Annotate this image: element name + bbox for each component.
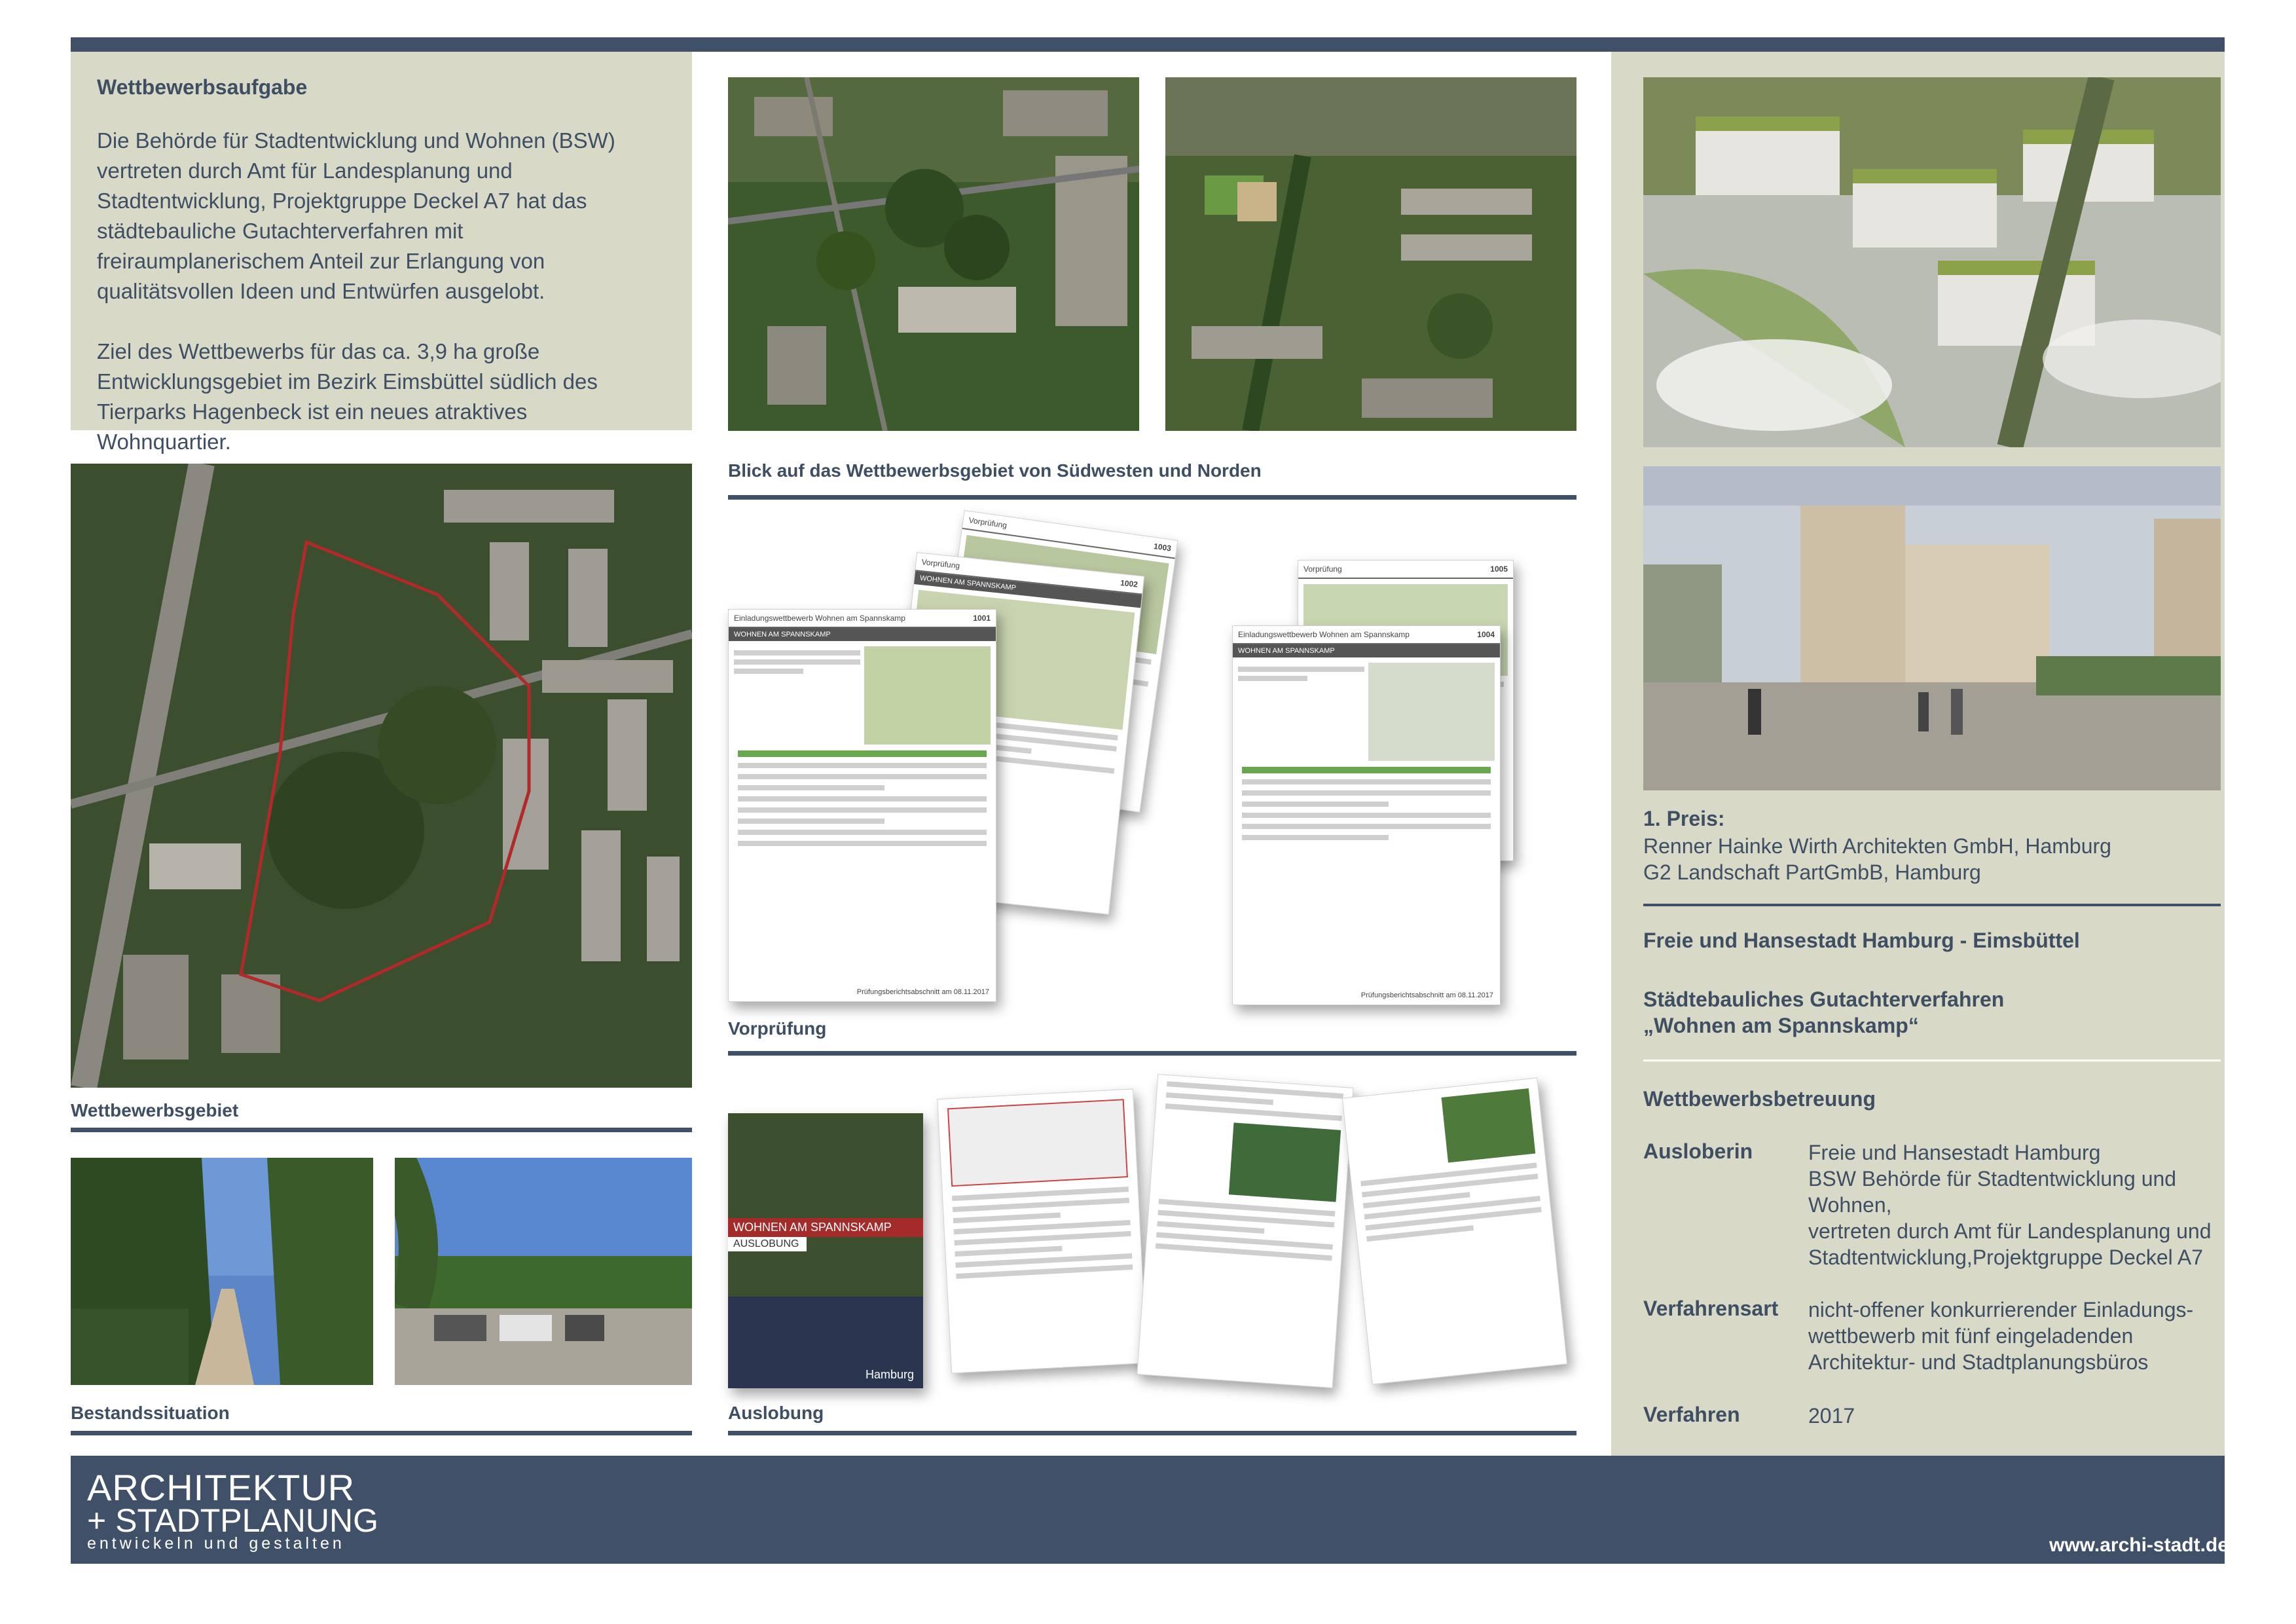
dl-value-verfahren: [1808, 1403, 2221, 1429]
dl-value-ausloberin: [1808, 1139, 2221, 1270]
dl-value-line: BSW Behörde für Stadtentwicklung und: [1808, 1167, 2177, 1190]
auslobung-page-2: [1137, 1074, 1353, 1388]
top-bar: [71, 37, 2225, 52]
aerial-photo-southwest: [728, 77, 1139, 431]
doc-number: 1004: [1477, 630, 1495, 639]
dl-value-line: Wohnen,: [1808, 1193, 1892, 1217]
rule-auslobung: [728, 1431, 1576, 1435]
auslobung-collage: [728, 1074, 1576, 1401]
rule-vorpruefung: [728, 1051, 1576, 1056]
rule-procedure: [1643, 1060, 2221, 1061]
caption-auslobung: Auslobung: [728, 1403, 824, 1423]
logo-tagline: entwickeln und gestalten: [87, 1534, 345, 1553]
doc-header-label: Vorprüfung: [968, 515, 1008, 530]
rule-prize: [1643, 904, 2221, 906]
bestand-photo-parking: [395, 1158, 692, 1385]
vorpruefung-page-1004: [1232, 625, 1501, 1005]
dl-value-line: 2017: [1808, 1404, 1855, 1428]
rule-bestand: [71, 1431, 692, 1435]
task-box: [71, 52, 692, 454]
rule-site: [71, 1128, 692, 1132]
procedure-name-line-2: „Wohnen am Spannskamp“: [1643, 1014, 1919, 1037]
doc-footer: Prüfungsberichtsabschnitt am 08.11.2017: [1360, 991, 1493, 999]
bestand-photo-path: [71, 1158, 373, 1385]
caption-bestand: Bestandssituation: [71, 1403, 230, 1423]
doc-header-label: Vorprüfung: [920, 557, 960, 571]
doc-number: 1001: [973, 614, 991, 623]
doc-plan-image: [1368, 663, 1495, 761]
doc-footer: Prüfungsberichtsabschnitt am 08.11.2017: [856, 988, 989, 996]
aerial-photo-north: [1165, 77, 1576, 431]
render-street-view: [1643, 466, 2221, 790]
prize-title: 1. Preis:: [1643, 807, 1725, 830]
dl-value-line: wettbewerb mit fünf eingeladenden: [1808, 1324, 2134, 1348]
auslobung-cover-image: [728, 1113, 923, 1297]
task-paragraph-2: Ziel des Wettbewerbs für das ca. 3,9 ha große Entwicklungsgebiet im Bezirk Eimsbüttel südlich des Tierparks Hagenbeck ist ein neues atraktives Wohnquartier.: [97, 339, 598, 454]
doc-band: WOHNEN AM SPANNSKAMP: [914, 571, 1142, 608]
doc-band: WOHNEN AM SPANNSKAMP: [1233, 644, 1500, 657]
auslobung-cover-brand: Hamburg: [865, 1368, 914, 1381]
doc-photo: [1442, 1088, 1536, 1162]
vorpruefung-collage: [728, 515, 1576, 1048]
task-paragraph-1: Die Behörde für Stadtentwicklung und Wohnen (BSW) vertreten durch Amt für Landesplanung und Stadtentwicklung, Projektgruppe Deckel A7 hat das städtebauliche Gutachterverfahren mit freiraumplanerischem Anteil zur Erlangung von qualitätsvollen Ideen und Entwürfen ausgelobt.: [97, 128, 615, 303]
auslobung-cover-subtitle: AUSLOBUNG: [728, 1237, 807, 1251]
auslobung-cover: [728, 1113, 923, 1388]
footer-bar: [71, 1456, 2225, 1564]
dl-value-line: Architektur- und Stadtplanungsbüros: [1808, 1350, 2149, 1374]
auslobung-page-3: [1342, 1078, 1567, 1385]
caption-site: Wettbewerbsgebiet: [71, 1100, 239, 1120]
doc-plan-image: [864, 646, 991, 745]
doc-band: WOHNEN AM SPANNSKAMP: [729, 628, 996, 641]
location-title: Freie und Hansestadt Hamburg - Eimsbüttel: [1643, 929, 2080, 952]
footer-url-link[interactable]: www.archi-stadt.de: [2049, 1534, 2229, 1556]
auslobung-cover-title: WOHNEN AM SPANNSKAMP: [728, 1218, 923, 1237]
render-aerial: [1643, 77, 2221, 447]
prize-line-2: G2 Landschaft PartGmbB, Hamburg: [1643, 860, 1981, 884]
rule-aerial: [728, 495, 1576, 500]
caption-vorpruefung: Vorprüfung: [728, 1018, 827, 1039]
doc-photo: [1229, 1122, 1341, 1202]
dl-label-verfahrensart: Verfahrensart: [1643, 1297, 1779, 1320]
doc-number: 1005: [1490, 564, 1508, 574]
dl-value-line: Freie und Hansestadt Hamburg: [1808, 1141, 2101, 1164]
doc-map-image: [947, 1099, 1128, 1187]
caption-aerial: Blick auf das Wettbewerbsgebiet von Südwesten und Norden: [728, 460, 1262, 481]
betreuung-heading: Wettbewerbsbetreuung: [1643, 1087, 1876, 1111]
site-aerial-photo: [71, 464, 692, 1088]
dl-label-verfahren: Verfahren: [1643, 1403, 1740, 1426]
doc-header-title: Einladungswettbewerb Wohnen am Spannskamp: [1238, 630, 1410, 639]
dl-value-line: nicht-offener konkurrierender Einladungs-: [1808, 1298, 2194, 1321]
doc-number: 1003: [1153, 541, 1172, 553]
dl-label-ausloberin: Ausloberin: [1643, 1139, 1753, 1163]
auslobung-page-1: [937, 1088, 1148, 1373]
dl-value-line: vertreten durch Amt für Landesplanung und: [1808, 1219, 2212, 1243]
doc-header-title: Einladungswettbewerb Wohnen am Spannskamp: [734, 614, 905, 623]
task-title: Wettbewerbsaufgabe: [97, 75, 308, 99]
prize-line-1: Renner Hainke Wirth Architekten GmbH, Hamburg: [1643, 834, 2111, 858]
logo-architektur: ARCHITEKTUR: [87, 1467, 355, 1508]
logo-stadtplanung: + STADTPLANUNG: [87, 1502, 378, 1539]
doc-number: 1002: [1120, 578, 1139, 589]
procedure-name-line-1: Städtebauliches Gutachterverfahren: [1643, 987, 2005, 1011]
vorpruefung-page-1001: [728, 609, 996, 1002]
dl-value-verfahrensart: [1808, 1297, 2221, 1375]
dl-value-line: Stadtentwicklung,Projektgruppe Deckel A7: [1808, 1246, 2204, 1269]
doc-header-label: Vorprüfung: [1303, 564, 1342, 574]
